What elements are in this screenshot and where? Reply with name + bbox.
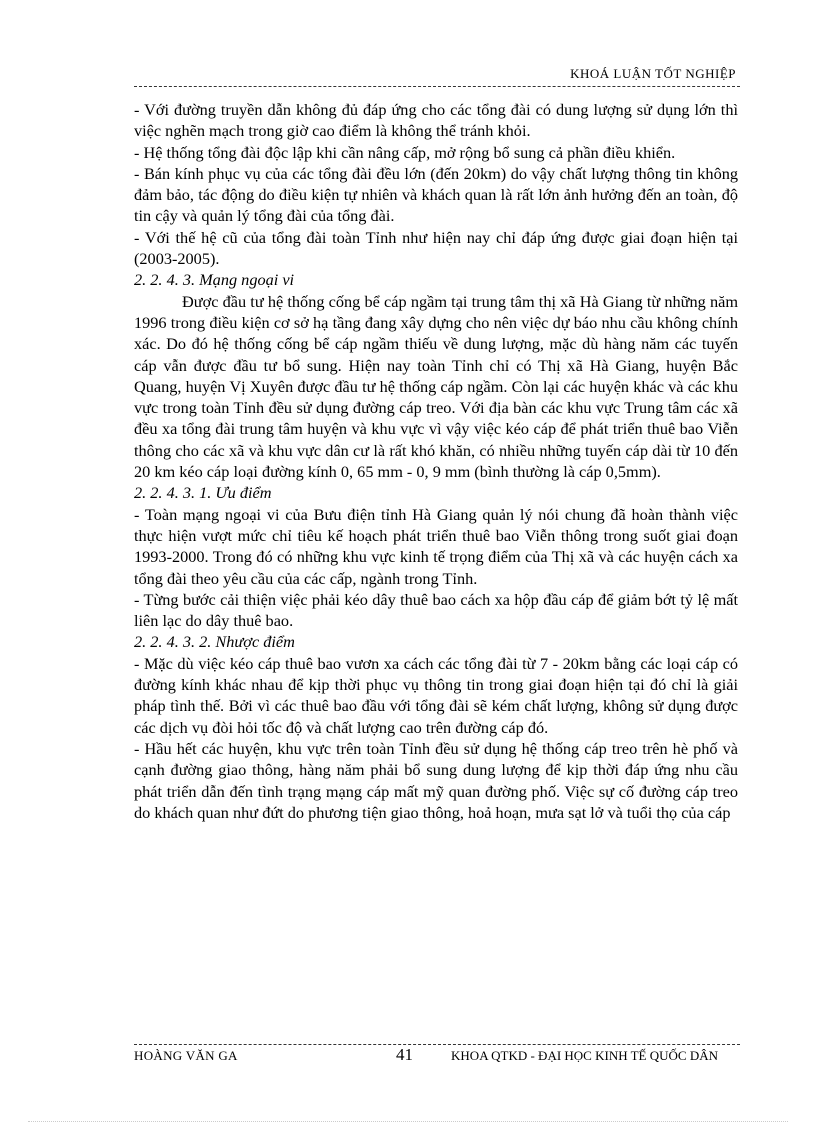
- header-title: KHOÁ LUẬN TỐT NGHIỆP: [570, 66, 736, 81]
- paragraph: - Mặc dù việc kéo cáp thuê bao vươn xa cách các tổng đài từ 7 - 20km bằng các loại cáp có đường kính khác nhau để kịp thời phục vụ thông tin trong giai đoạn hiện tại đó chỉ là giải pháp tình thế. Bởi vì các thuê bao đầu với tổng đài sẽ kém chất lượng, không sử dụng được các dịch vụ đòi hỏi tốc độ và chất lượng cao trên đường cáp đó.: [134, 653, 738, 737]
- paragraph: - Với đường truyền dẫn không đủ đáp ứng cho các tổng đài có dung lượng sử dụng lớn thì việc nghẽn mạch trong giờ cao điểm là không thể tránh khỏi.: [134, 100, 738, 141]
- paragraph: - Bán kính phục vụ của các tổng đài đều lớn (đến 20km) do vậy chất lượng thông tin không đảm bảo, tác động do điều kiện tự nhiên và khách quan là rất lớn ảnh hưởng đến an toàn, độ tin cậy và quản lý tổng đài của tổng đài.: [134, 163, 738, 226]
- document-body: [134, 99, 738, 823]
- page-number: 41: [396, 1045, 413, 1064]
- paragraph: - Toàn mạng ngoại vi của Bưu điện tỉnh Hà Giang quản lý nói chung đã hoàn thành việc thực hiện vượt mức chỉ tiêu kế hoạch phát triển thuê bao Viễn thông trong suốt giai đoạn 1993-2000. Trong đó có những khu vực kinh tế trọng điểm của Thị xã và các huyện cách xa tổng đài theo yêu cầu của các cấp, ngành trong Tỉnh.: [134, 504, 738, 588]
- paragraph: - Hầu hết các huyện, khu vực trên toàn Tỉnh đều sử dụng hệ thống cáp treo trên hè phố và cạnh đường giao thông, hàng năm phải bổ sung dung lượng để kịp thời đáp ứng nhu cầu phát triển dẫn đến tình trạng mạng cáp mất mỹ quan đường phố. Việc sự cố đường cáp treo do khách quan như đứt do phương tiện giao thông, hoả hoạn, mưa sạt lở và tuổi thọ của cáp: [134, 738, 738, 822]
- section-heading-mang-ngoai-vi: 2. 2. 4. 3. Mạng ngoại vi: [134, 270, 295, 290]
- page-edge-divider: [28, 1121, 788, 1122]
- section-heading-nhuoc-diem: 2. 2. 4. 3. 2. Nhược điểm: [134, 632, 295, 652]
- footer-author: HOÀNG VĂN GA: [134, 1048, 238, 1063]
- page-header: [134, 62, 740, 87]
- paragraph: - Với thế hệ cũ của tổng đài toàn Tỉnh như hiện nay chỉ đáp ứng được giai đoạn hiện tại (2003-2005).: [134, 227, 738, 269]
- paragraph: - Hệ thống tổng đài độc lập khi cần nâng cấp, mở rộng bổ sung cả phần điều khiển.: [134, 142, 676, 162]
- paragraph: - Từng bước cải thiện việc phải kéo dây thuê bao cách xa hộp đầu cáp để giảm bớt tỷ lệ mất liên lạc do dây thuê bao.: [134, 589, 738, 631]
- paragraph: Được đầu tư hệ thống cống bể cáp ngầm tại trung tâm thị xã Hà Giang từ những năm 1996 trong điều kiện cơ sở hạ tầng đang xây dựng cho nên việc dự báo nhu cầu không chính xác. Do đó hệ thống cống bể cáp ngầm thiếu về dung lượng, mặc dù hàng năm các tuyến cáp vẫn được đầu tư bổ sung. Hiện nay toàn Tỉnh chỉ có Thị xã Hà Giang, huyện Bắc Quang, huyện Vị Xuyên được đầu tư hệ thống cáp ngầm. Còn lại các huyện khác và các khu vực trong toàn Tỉnh đều sử dụng đường cáp treo. Với địa bàn các khu vực Trung tâm các xã đều xa tổng đài trung tâm huyện và khu vực vì vậy việc kéo cáp để phát triển thuê bao Viễn thông cho các xã và khu vực dân cư là rất khó khăn, có nhiều những tuyến cáp dài từ 10 đến 20 km kéo cáp loại đường kính 0, 65 mm - 0, 9 mm (bình thường là cáp 0,5mm).: [134, 291, 738, 482]
- section-heading-uu-diem: 2. 2. 4. 3. 1. Ưu điểm: [134, 483, 272, 503]
- footer-institution: KHOA QTKD - ĐẠI HỌC KINH TẾ QUỐC DÂN: [451, 1048, 718, 1063]
- page-footer: [134, 1044, 740, 1069]
